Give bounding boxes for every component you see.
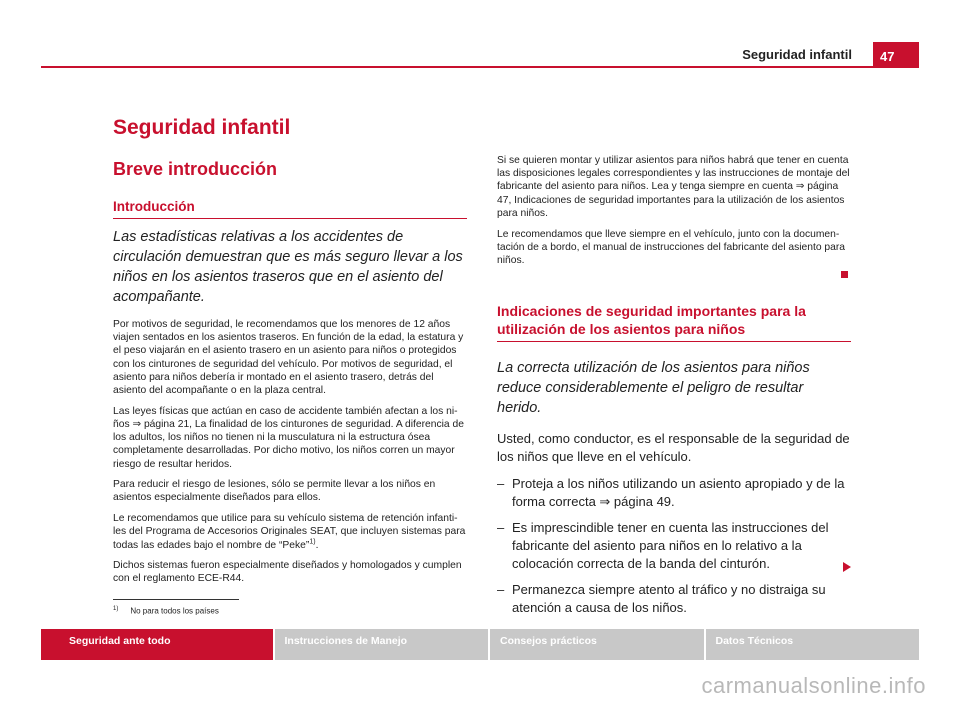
bullet-dash: – [497, 519, 505, 535]
running-header-title: Seguridad infantil [742, 47, 852, 62]
paragraph-end: . [315, 539, 319, 551]
footnote-rule [113, 599, 239, 600]
footnote-mark: 1) [113, 606, 119, 612]
left-column [113, 227, 467, 593]
paragraph: Las leyes físicas que actúan en caso de accidente también afectan a los niños ⇒ página 21, La finalidad de los cinturones de seguridad. A diferencia de los adultos, los niños no tienen ni la musculatura ni la estructura ósea completamente desarrolladas. Por dicho motivo, los niños corren un mayor riesgo de resultar heridos. [113, 405, 464, 470]
paragraph-with-footnote [113, 512, 467, 552]
page-number: 47 [873, 42, 919, 68]
paragraph: Usted, como conductor, es el responsable de la seguridad de los niños que lleve en el vehículo. [497, 430, 850, 464]
list-item-text: Proteja a los niños utilizando un asiento apropiado y de la forma correcta ⇒ página 49. [512, 475, 845, 509]
tab-instrucciones-de-manejo[interactable]: Instrucciones de Manejo [275, 629, 489, 660]
footnote [113, 606, 219, 616]
bullet-dash: – [497, 581, 505, 597]
tab-seguridad-ante-todo[interactable]: Seguridad ante todo [41, 629, 273, 660]
watermark: carmanualsonline.info [701, 673, 926, 698]
section-title: Breve introducción [113, 159, 278, 179]
list-item [497, 475, 851, 511]
intro-lead: Las estadísticas relativas a los accidentes de circulación demuestran que es más seguro llevar a los niños en los asientos traseros que en el asiento del acompañante. [113, 229, 463, 305]
bullet-dash: – [497, 475, 505, 491]
chapter-title: Seguridad infantil [113, 116, 291, 139]
subsection-rule [113, 218, 467, 219]
bullet-list [497, 475, 851, 617]
paragraph-text: Le recomendamos que utilice para su vehículo sistema de retención infantiles del Programa de Accesorios Originales SEAT, que incluyen sistemas para todas las edades bajo el nombre de “Peke” [113, 513, 466, 551]
continue-arrow-icon [843, 562, 851, 572]
list-item-text: Permanezca siempre atento al tráfico y no distraiga su atención a causa de los niños. [512, 581, 826, 615]
list-item [497, 519, 851, 573]
paragraph: Para reducir el riesgo de lesiones, sólo se permite llevar a los niños en asientos especialmente diseñados para ellos. [113, 479, 436, 504]
tab-consejos-practicos[interactable]: Consejos prácticos [490, 629, 704, 660]
tab-datos-tecnicos[interactable]: Datos Técnicos [706, 629, 920, 660]
right-column [497, 154, 851, 625]
list-item-text: Es imprescindible tener en cuenta las instrucciones del fabricante del asiento para niños en lo relativo a la colocación correcta de la banda del cinturón. [512, 519, 829, 571]
footer-nav [41, 629, 919, 660]
footnote-ref: 1) [309, 538, 316, 546]
footnote-text: No para todos los países [130, 606, 219, 616]
paragraph: Por motivos de seguridad, le recomendamos que los menores de 12 años viajen sentados en los asientos traseros. En función de la edad, la estatura y el peso viajarán en el asiento trasero en un asiento para niños o protegidos con los cinturones de seguridad del vehículo. Por motivos de seguridad, el asiento para niños debería ir montado en el asiento trasero, detrás del asiento del acompañante o en la plaza central. [113, 319, 464, 397]
safety-lead: La correcta utilización de los asientos para niños reduce considerablemente el peligro de resultar herido. [497, 359, 810, 416]
header-rule [41, 66, 873, 68]
paragraph: Le recomendamos que lleve siempre en el vehículo, junto con la documentación de a bordo, el manual de instrucciones del fabricante del asiento para niños. [497, 228, 846, 266]
section-end-marker [841, 271, 848, 278]
paragraph: Si se quieren montar y utilizar asientos para niños habrá que tener en cuenta las disposiciones legales correspondientes y las instrucciones de montaje del fabricante del asiento para niños. Lea y tenga siempre en cuenta ⇒ página 47, Indicaciones de seguridad importantes para la utilización de los asientos para niños. [497, 155, 850, 219]
paragraph: Dichos sistemas fueron especialmente diseñados y homologados y cumplen con el reglamento ECE-R44. [113, 560, 462, 585]
safety-heading: Indicaciones de seguridad importantes para la utilización de los asientos para niños [497, 302, 851, 342]
list-item [497, 581, 851, 617]
subsection-heading: Introducción [113, 199, 195, 214]
